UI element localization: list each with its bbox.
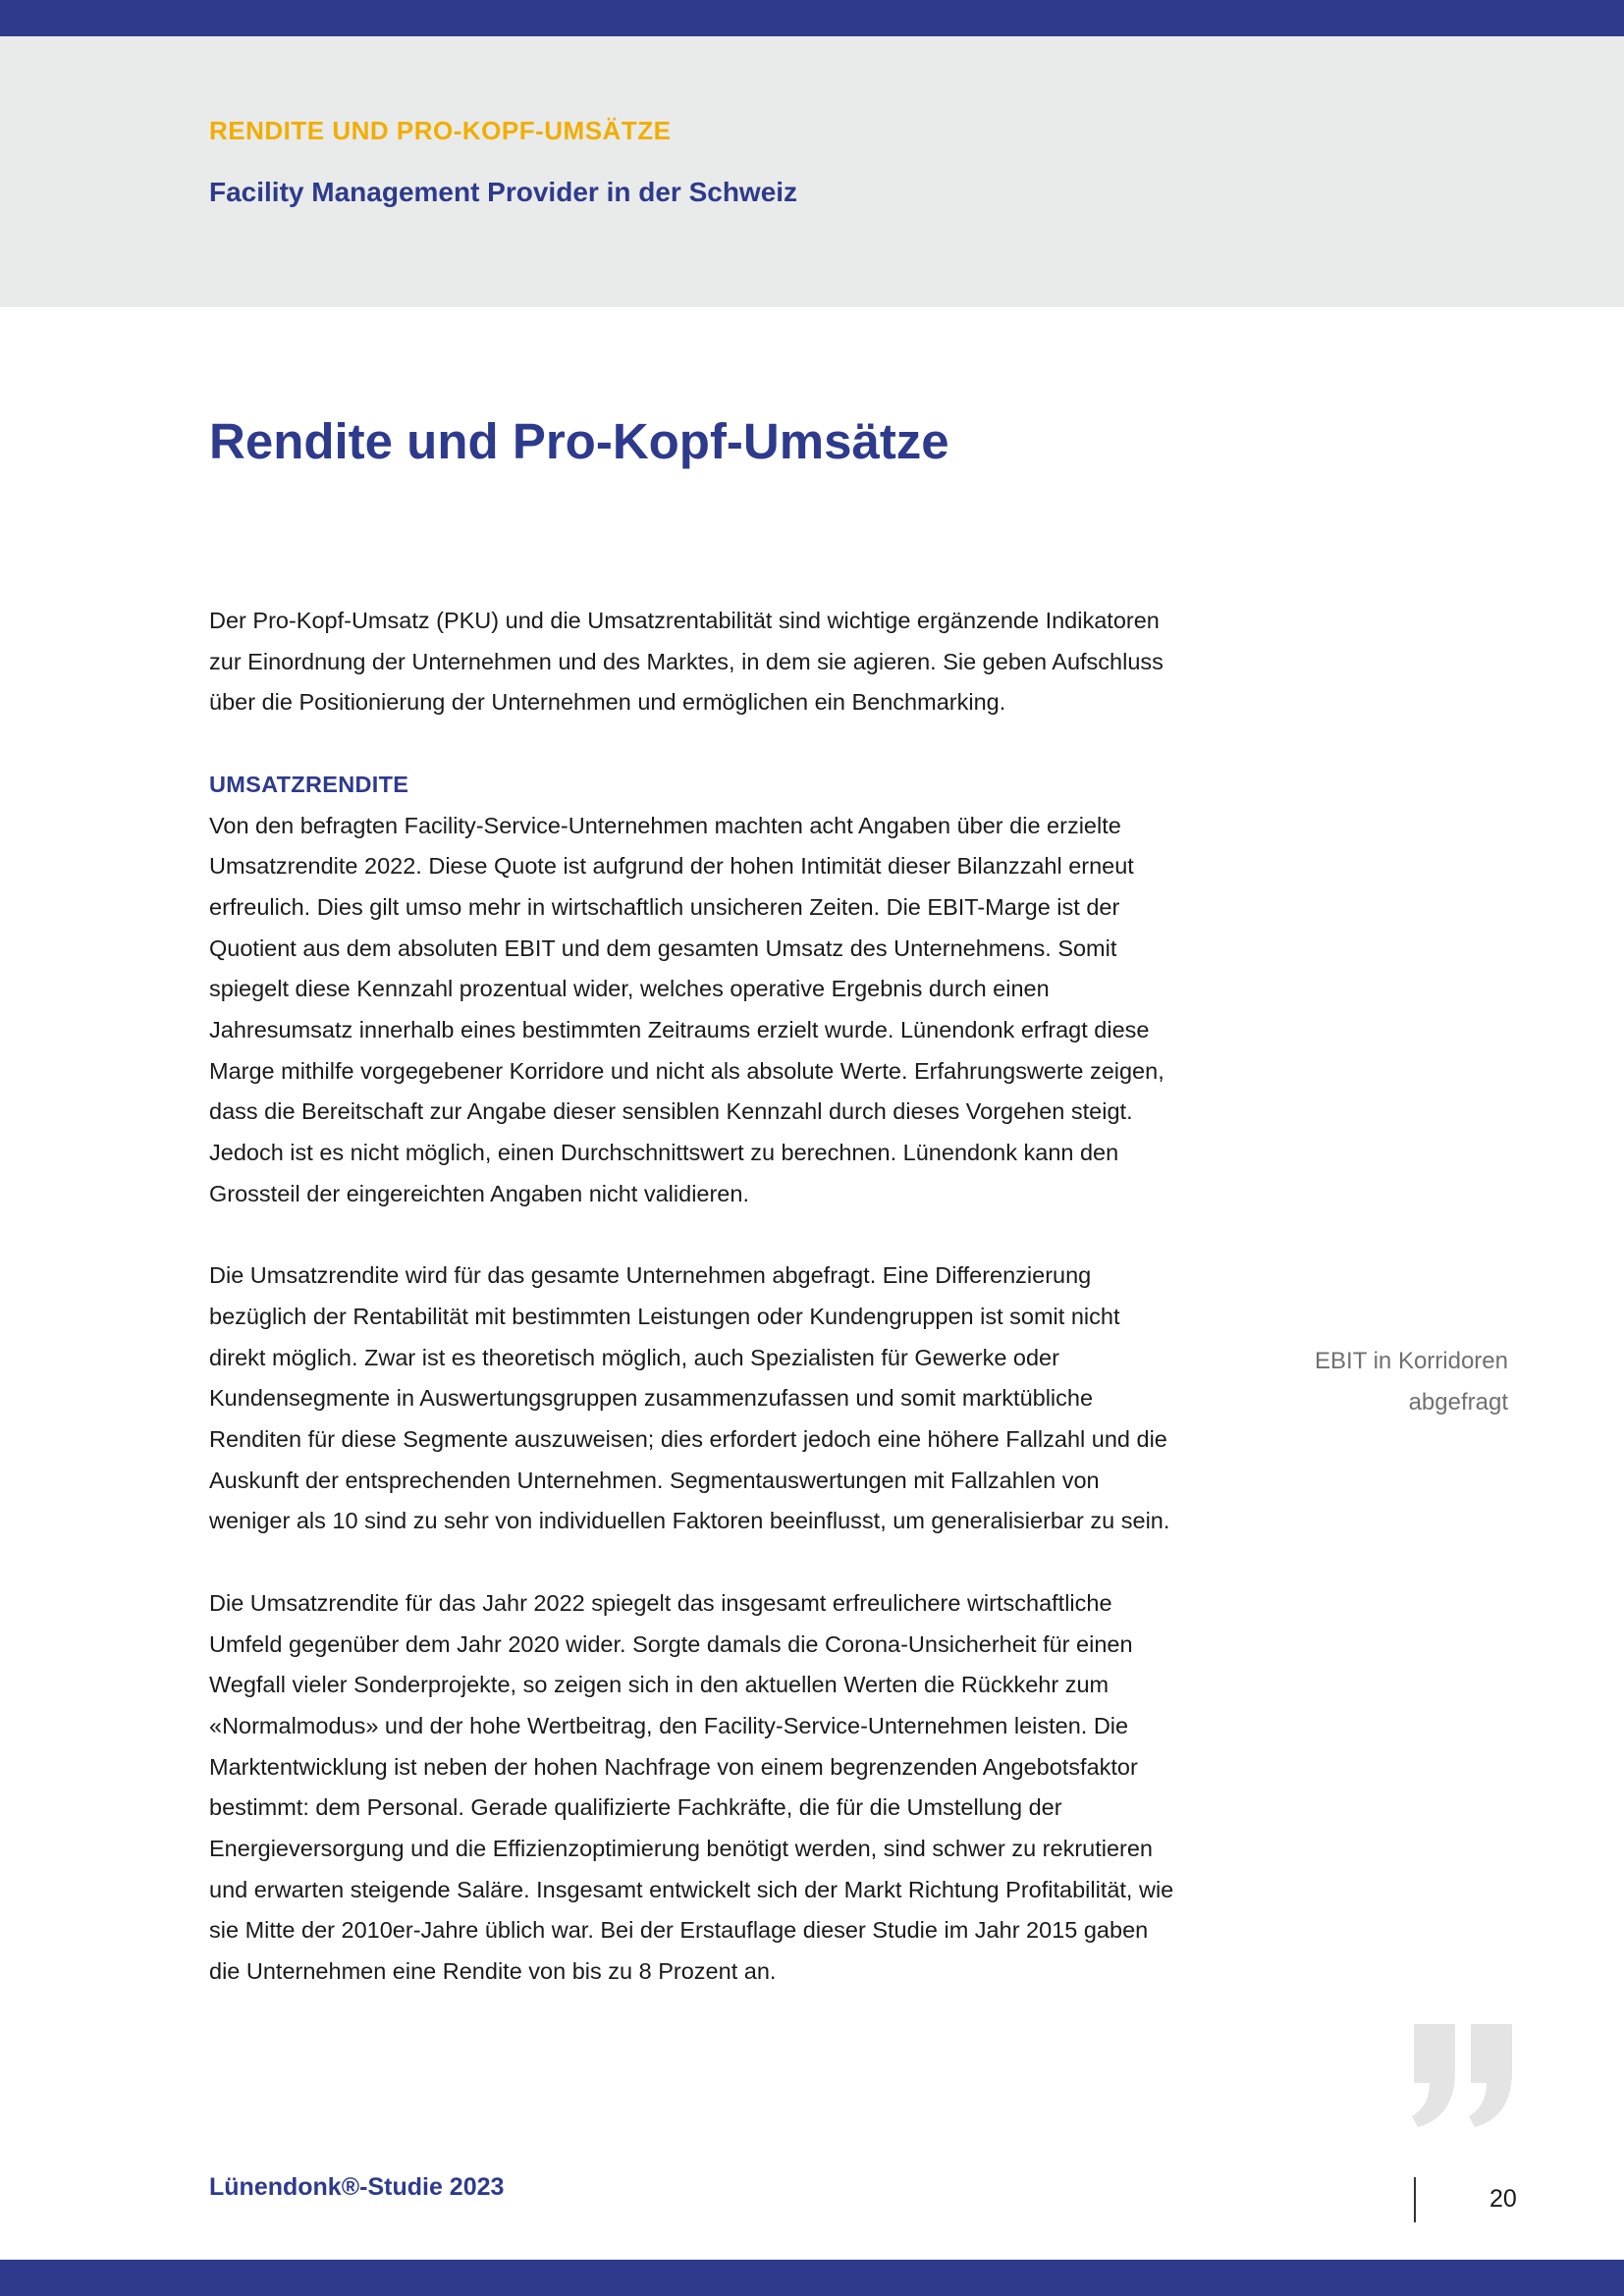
footer-divider [1414,2177,1416,2222]
top-brand-bar [0,0,1624,36]
header-band [0,36,1624,307]
body-paragraph: Von den befragten Facility-Service-Unternehmen machten acht Angaben über die erzielte Umsatzrendite 2022. Diese Quote ist aufgrund der hohen Intimität dieser Bilanzzahl erneut erfreulich. Dies gilt umso mehr in wirtschaftlich unsicheren Zeiten. Die EBIT-Marge ist der Quotient aus dem absoluten EBIT und dem gesamten Umsatz des Unternehmens. Somit spiegelt diese Kennzahl prozentual wider, welches operative Ergebnis durch einen Jahresumsatz innerhalb eines bestimmten Zeitraums erzielt wurde. Lünendonk erfragt diese Marge mithilfe vorgegebener Korridore und nicht als absolute Werte. Erfahrungswerte zeigen, dass die Bereitschaft zur Angabe dieser sensiblen Kennzahl durch dieses Vorgehen steigt. Jedoch ist es nicht möglich, einen Durchschnittswert zu berechnen. Lünendonk kann den Grossteil der eingereichten Angaben nicht validieren. [209,812,1164,1206]
page-title: Rendite und Pro-Kopf-Umsätze [209,413,949,469]
closing-quote-icon [1406,2024,1524,2127]
margin-note-line: abgefragt [1408,1388,1508,1415]
margin-note-line: EBIT in Korridoren [1315,1348,1508,1374]
footer-study-label: Lünendonk®-Studie 2023 [209,2173,505,2201]
bottom-brand-bar [0,2260,1624,2296]
intro-paragraph: Der Pro-Kopf-Umsatz (PKU) und die Umsatzrentabilität sind wichtige ergänzende Indikatoren zur Einordnung der Unternehmen und des Marktes, in dem sie agieren. Sie geben Aufschluss über die Positionierung der Unternehmen und ermöglichen ein Benchmarking. [209,608,1164,716]
section-kicker: RENDITE UND PRO-KOPF-UMSÄTZE [209,116,672,145]
body-paragraph: Die Umsatzrendite wird für das gesamte Unternehmen abgefragt. Eine Differenzierung bezüglich der Rentabilität mit bestimmten Leistungen oder Kundengruppen ist somit nicht direkt möglich. Zwar ist es theoretisch möglich, auch Spezialisten für Gewerke oder Kundensegmente in Auswertungsgruppen zusammenzufassen und somit marktübliche Renditen für diese Segmente auszuweisen; dies erfordert jedoch eine höhere Fallzahl und die Auskunft der entsprechenden Unternehmen. Segmentauswertungen mit Fallzahlen von weniger als 10 sind zu sehr von individuellen Faktoren beeinflusst, um generalisierbar zu sein. [209,1262,1170,1534]
body-paragraph: Die Umsatzrendite für das Jahr 2022 spiegelt das insgesamt erfreulichere wirtschaftliche Umfeld gegenüber dem Jahr 2020 wider. Sorgte damals die Corona-Unsicherheit für einen Wegfall vieler Sonderprojekte, so zeigen sich in den aktuellen Werten die Rückkehr zum «Normalmodus» und der hohe Wertbeitrag, den Facility-Service-Unternehmen leisten. Die Marktentwicklung ist neben der hohen Nachfrage von einem begrenzenden Angebotsfaktor bestimmt: dem Personal. Gerade qualifizierte Fachkräfte, die für die Umstellung der Energieversorgung und die Effizienzoptimierung benötigt werden, sind schwer zu rekrutieren und erwarten steigende Saläre. Insgesamt entwickelt sich der Markt Richtung Profitabilität, wie sie Mitte der 2010er-Jahre üblich war. Bei der Erstauflage dieser Studie im Jahr 2015 gaben die Unternehmen eine Rendite von bis zu 8 Prozent an. [209,1589,1174,1985]
section-heading: UMSATZRENDITE [209,771,409,797]
body-text [209,601,1181,1993]
page-number: 20 [1489,2185,1517,2213]
document-subtitle: Facility Management Provider in der Schweiz [209,177,798,207]
margin-note [1194,1341,1508,1422]
